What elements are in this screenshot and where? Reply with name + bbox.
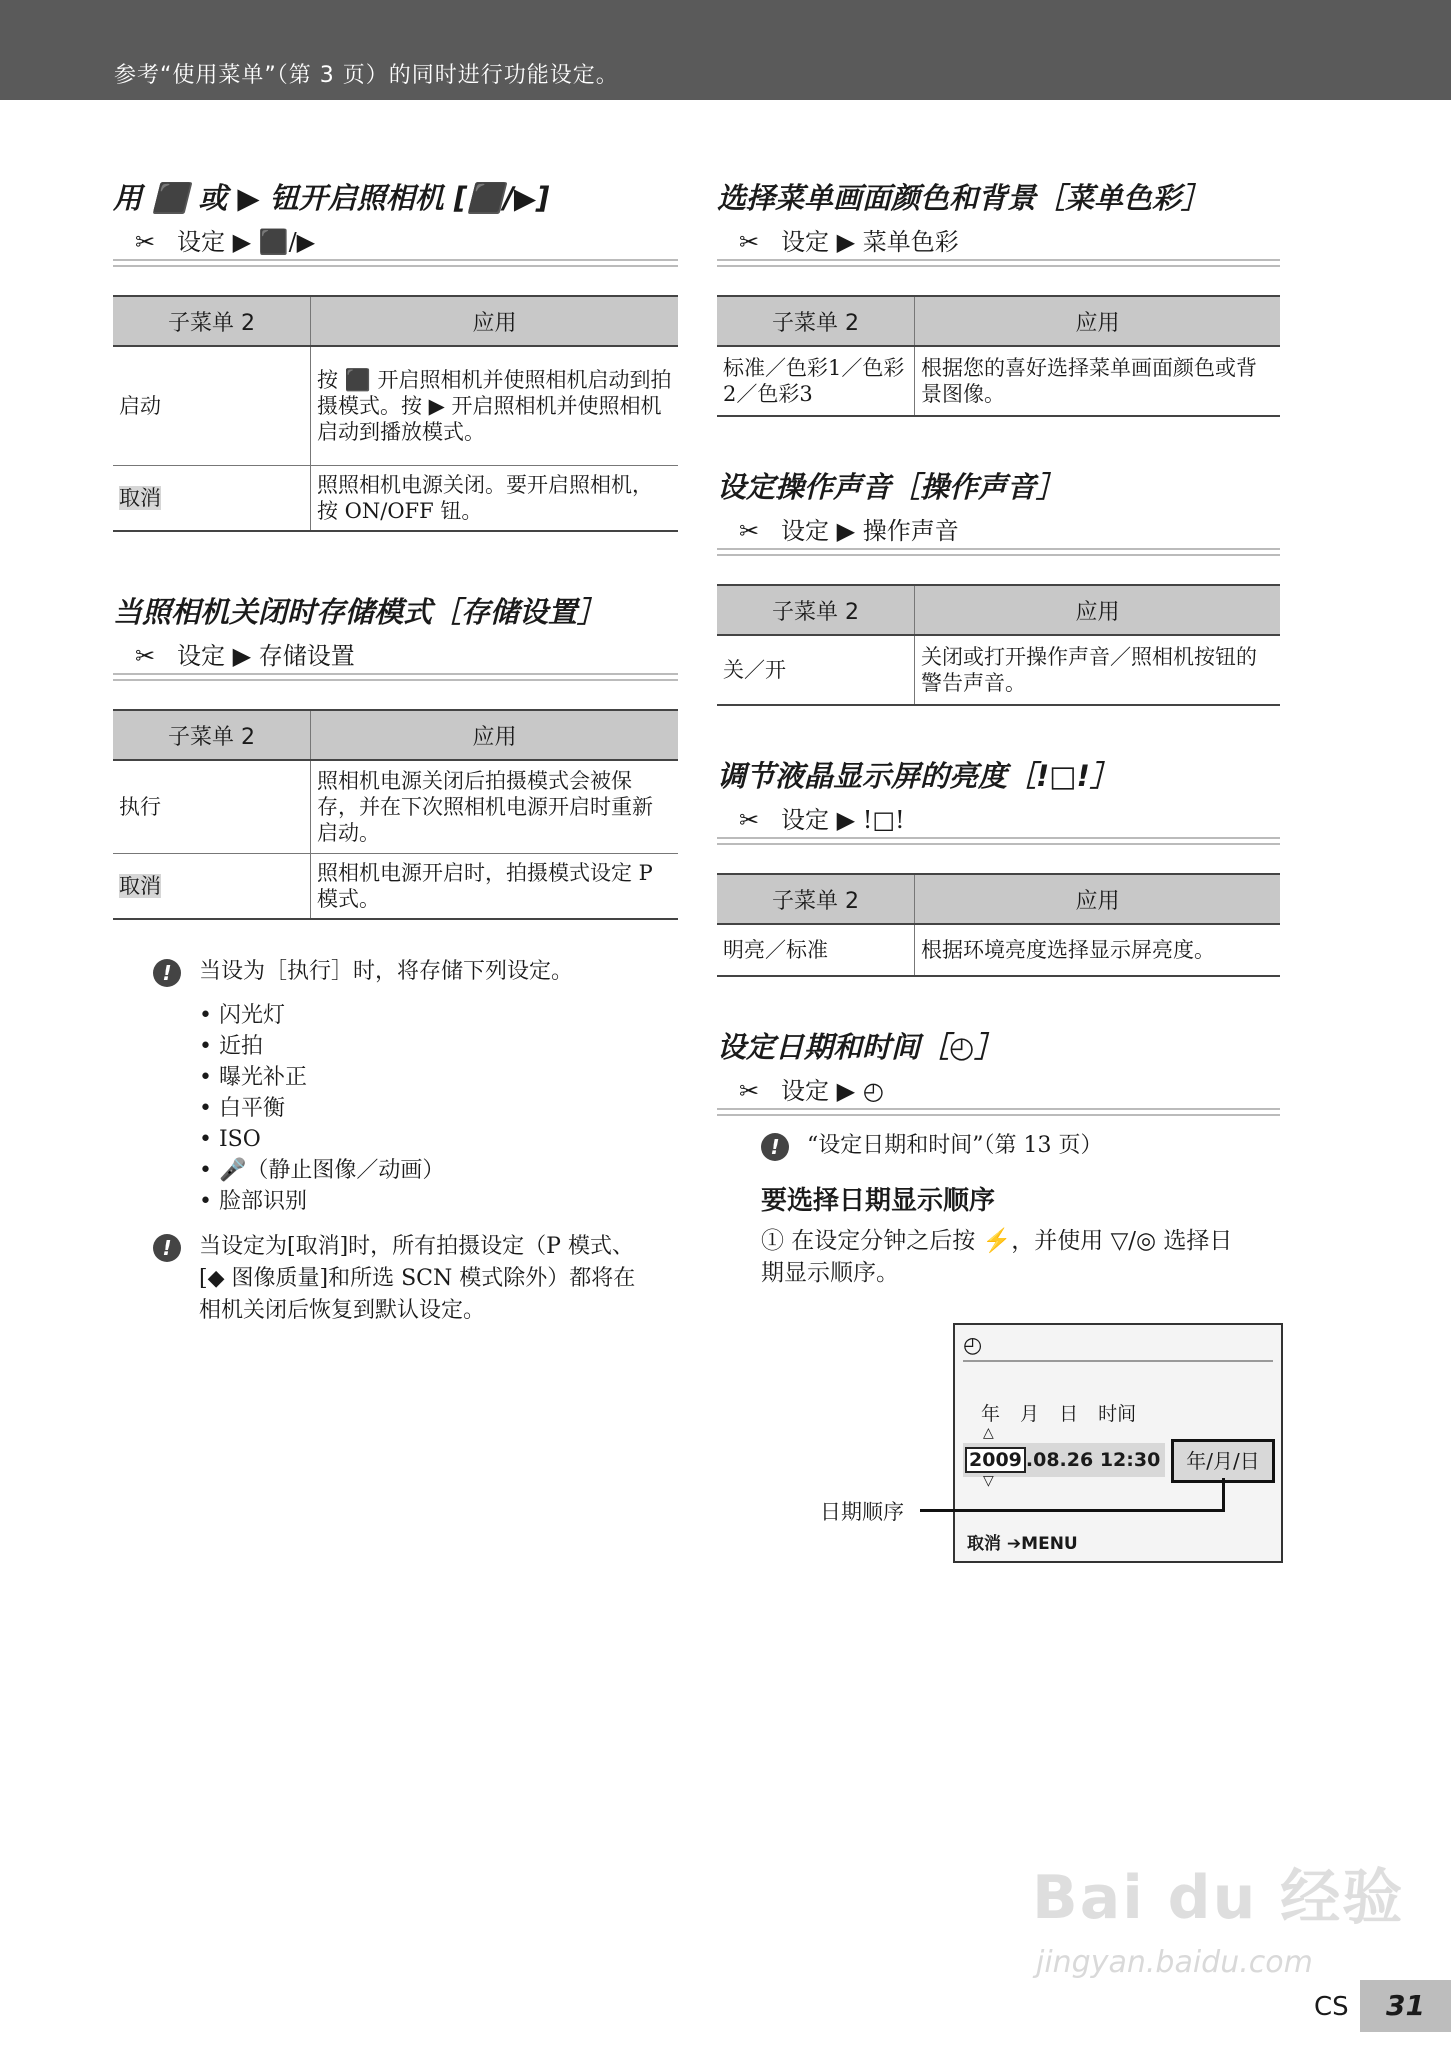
list-item: • 🎤（静止图像／动画）: [199, 1155, 678, 1186]
subheading: 要选择日期显示顺序: [761, 1186, 996, 1216]
path-text: 设定 ▶ ⬛/▶: [177, 228, 316, 256]
list-item: • 脸部识别: [199, 1186, 678, 1217]
divider: [963, 1360, 1273, 1362]
settings-table: [717, 873, 1280, 977]
table-row: [113, 760, 678, 854]
col-header: 子菜单 2: [717, 585, 915, 635]
note-text: 当设为［执行］时，将存储下列设定。: [199, 959, 574, 984]
col-header: 子菜单 2: [717, 874, 915, 924]
row-value: 照照相机电源关闭。要开启照相机，按 ON/OFF 钮。: [311, 466, 679, 532]
settings-table: [717, 295, 1280, 417]
row-key: 取消: [113, 466, 311, 532]
menu-path: [113, 630, 678, 681]
section-title: 当照相机关闭时存储模式［存储设置］: [113, 595, 607, 629]
section-save-settings: [113, 594, 678, 920]
settings-table: [717, 584, 1280, 706]
table-row: [717, 635, 1280, 705]
date-values: [963, 1443, 1165, 1477]
path-text: 设定 ▶ 操作声音: [781, 517, 959, 545]
note-text: “设定日期和时间”（第 13 页）: [807, 1133, 1103, 1158]
clock-icon: ◴: [963, 1333, 983, 1358]
row-value: 关闭或打开操作声音／照相机按钮的警告声音。: [915, 635, 1281, 705]
section-title: 用 ⬛ 或 ▶ 钮开启照相机 [⬛/▶]: [113, 181, 550, 215]
col-header: 子菜单 2: [717, 296, 915, 346]
col-header: 应用: [915, 874, 1281, 924]
col-header: 应用: [915, 585, 1281, 635]
header-bar: [0, 0, 1451, 100]
row-value: 按 ⬛ 开启照相机并使照相机启动到拍摄模式。按 ▶ 开启照相机并使照相机启动到播放模式。: [311, 346, 679, 466]
year-value: 2009: [965, 1447, 1026, 1473]
wrench-icon: ✂: [135, 642, 156, 670]
menu-path: [717, 1065, 1280, 1116]
arrow-down-icon: ▽: [983, 1473, 994, 1489]
section-title: 调节液晶显示屏的亮度［!□!］: [717, 759, 1119, 793]
callout-line: [920, 1509, 1225, 1512]
page-number: 31: [1360, 1980, 1451, 2032]
caution-icon: !: [153, 959, 181, 987]
date-order-value: 年/月/日: [1171, 1439, 1275, 1483]
date-time-value: .08.26 12:30: [1025, 1449, 1161, 1471]
list-item: • ISO: [199, 1124, 678, 1155]
language-code: CS: [1314, 1992, 1349, 2022]
caution-icon: !: [153, 1234, 181, 1262]
menu-path: [113, 216, 678, 267]
col-header: 子菜单 2: [113, 710, 311, 760]
menu-path: [717, 505, 1280, 556]
arrow-up-icon: △: [983, 1425, 994, 1441]
table-row: [113, 466, 678, 532]
row-key: 标准／色彩1／色彩2／色彩3: [717, 346, 915, 416]
section-power-button: [113, 180, 678, 532]
saved-settings-list: [153, 1000, 678, 1217]
row-value: 照相机电源关闭后拍摄模式会被保存，并在下次照相机电源开启时重新启动。: [311, 760, 679, 854]
section-menu-color: [717, 180, 1280, 417]
caution-icon: !: [761, 1133, 789, 1161]
section-title: 设定操作声音［操作声音］: [717, 470, 1066, 504]
wrench-icon: ✂: [135, 228, 156, 256]
table-row: [717, 924, 1280, 976]
callout-label: 日期顺序: [820, 1500, 904, 1524]
settings-table: [113, 709, 678, 920]
watermark-url: jingyan.baidu.com: [1036, 1945, 1313, 1980]
path-text: 设定 ▶ !□!: [781, 806, 905, 834]
callout-line: [1222, 1478, 1225, 1512]
path-text: 设定 ▶ 菜单色彩: [781, 228, 959, 256]
section-brightness: [717, 758, 1280, 977]
col-header: 应用: [311, 710, 679, 760]
table-row: [113, 346, 678, 466]
path-text: 设定 ▶ ◴: [781, 1077, 884, 1105]
lcd-screen-illustration: [953, 1323, 1283, 1563]
list-item: • 近拍: [199, 1031, 678, 1062]
row-value: 照相机电源开启时，拍摄模式设定 P 模式。: [311, 854, 679, 920]
col-header: 应用: [915, 296, 1281, 346]
note: [153, 956, 678, 988]
note: [153, 1231, 649, 1327]
row-key: 取消: [113, 854, 311, 920]
menu-path: [717, 216, 1280, 267]
note-text: 当设定为[取消]时，所有拍摄设定（P 模式、[◆ 图像质量]和所选 SCN 模式除外）都将在相机关闭后恢复到默认设定。: [199, 1234, 636, 1323]
section-beep: [717, 469, 1280, 706]
row-key: 明亮／标准: [717, 924, 915, 976]
row-key: 执行: [113, 760, 311, 854]
list-item: • 闪光灯: [199, 1000, 678, 1031]
col-header: 应用: [311, 296, 679, 346]
date-field-labels: 年 月 日 时间: [981, 1403, 1137, 1425]
settings-table: [113, 295, 678, 532]
wrench-icon: ✂: [739, 228, 760, 256]
row-key: 启动: [113, 346, 311, 466]
wrench-icon: ✂: [739, 517, 760, 545]
step-1: ① 在设定分钟之后按 ⚡，并使用 ▽/◎ 选择日期显示顺序。: [761, 1228, 1233, 1286]
menu-path: [717, 794, 1280, 845]
section-title: 设定日期和时间［◴］: [717, 1030, 1004, 1064]
wrench-icon: ✂: [739, 1077, 760, 1105]
path-text: 设定 ▶ 存储设置: [177, 642, 355, 670]
list-item: • 白平衡: [199, 1093, 678, 1124]
section-date-time: [717, 1029, 1280, 1289]
right-column: [717, 180, 1280, 1351]
note: [761, 1130, 1280, 1162]
list-item: • 曝光补正: [199, 1062, 678, 1093]
table-row: [717, 346, 1280, 416]
row-value: 根据环境亮度选择显示屏亮度。: [915, 924, 1281, 976]
left-column: [113, 180, 678, 1339]
watermark: Bai du 经验: [1032, 1863, 1405, 1933]
header-text: 参考“使用菜单”（第 3 页）的同时进行功能设定。: [114, 63, 619, 88]
col-header: 子菜单 2: [113, 296, 311, 346]
wrench-icon: ✂: [739, 806, 760, 834]
table-row: [113, 854, 678, 920]
row-value: 根据您的喜好选择菜单画面颜色或背景图像。: [915, 346, 1281, 416]
row-key: 关／开: [717, 635, 915, 705]
cancel-hint: 取消 ➔MENU: [967, 1534, 1078, 1554]
section-title: 选择菜单画面颜色和背景［菜单色彩］: [717, 181, 1211, 215]
